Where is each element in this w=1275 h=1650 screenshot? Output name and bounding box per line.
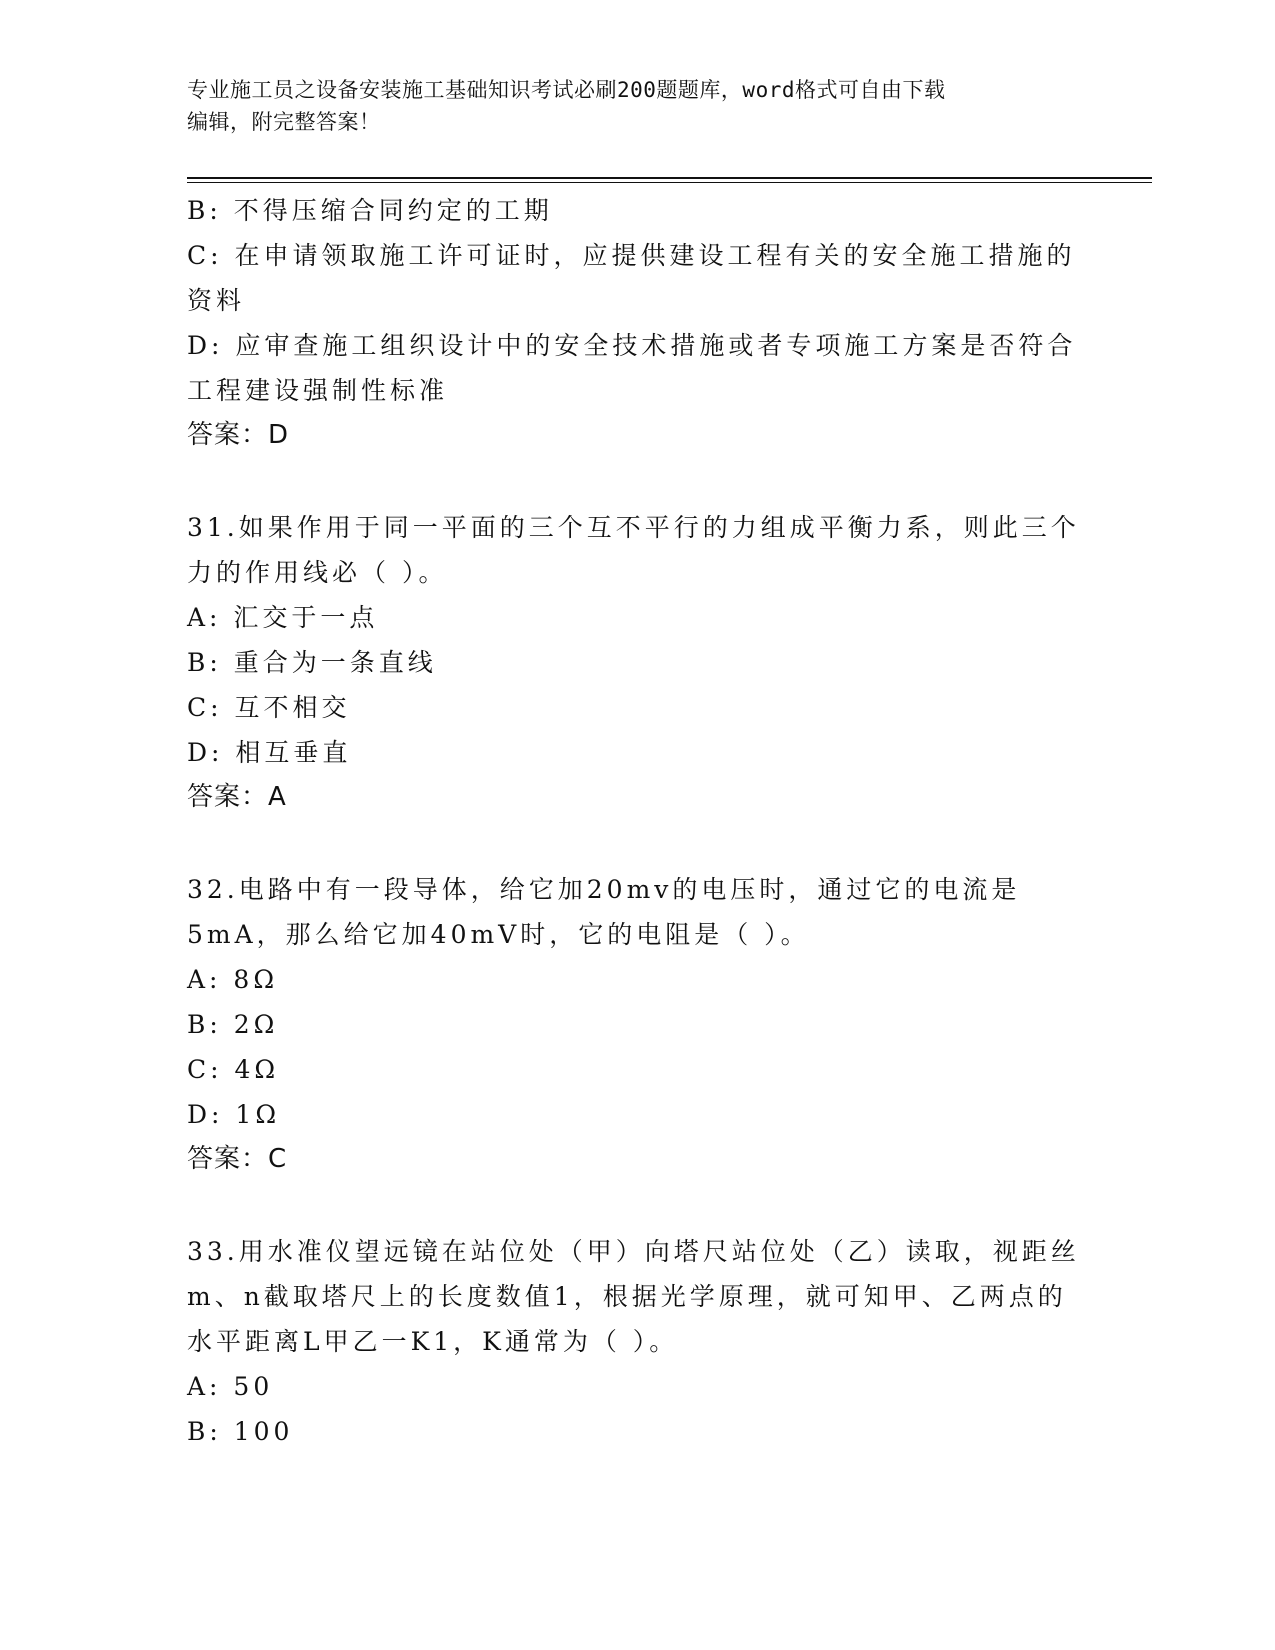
question-32 (187, 867, 1087, 1182)
option-c: C: 4Ω (187, 1055, 280, 1084)
option-a: A: 50 (187, 1372, 274, 1401)
option-b: B: 重合为一条直线 (187, 648, 437, 677)
answer-label: 答案：A (187, 782, 287, 812)
header-divider-thick (187, 177, 1152, 179)
option-d: D: 应审查施工组织设计中的安全技术措施或者专项施工方案是否符合工程建设强制性标准 (187, 331, 1077, 405)
question-33 (187, 1229, 1087, 1454)
answer-label: 答案：C (187, 1144, 288, 1174)
previous-question-block (187, 188, 1087, 458)
option-c: C: 在申请领取施工许可证时，应提供建设工程有关的安全施工措施的资料 (187, 241, 1076, 315)
question-31 (187, 505, 1087, 820)
option-b: B: 2Ω (187, 1010, 279, 1039)
option-c: C: 互不相交 (187, 693, 351, 722)
option-a: A: 汇交于一点 (187, 603, 379, 632)
question-text: 33.用水准仪望远镜在站位处（甲）向塔尺站位处（乙）读取，视距丝m、n截取塔尺上的长度数值1，根据光学原理，就可知甲、乙两点的水平距离L甲乙一K1，K通常为（ ）。 (187, 1237, 1080, 1356)
option-d: D: 1Ω (187, 1100, 281, 1129)
header-title-line-2: 编辑，附完整答案！ (187, 110, 381, 134)
question-text: 32.电路中有一段导体，给它加20mv的电压时，通过它的电流是5mA，那么给它加40mV时，它的电阻是（ ）。 (187, 875, 1021, 949)
document-header (187, 74, 1087, 138)
answer-label: 答案：D (187, 420, 290, 450)
option-b: B: 不得压缩合同约定的工期 (187, 196, 553, 225)
option-b: B: 100 (187, 1417, 294, 1446)
document-content (187, 188, 1087, 1454)
question-text: 31.如果作用于同一平面的三个互不平行的力组成平衡力系，则此三个力的作用线必（ ）。 (187, 513, 1080, 587)
option-d: D: 相互垂直 (187, 738, 352, 767)
header-title-line-1: 专业施工员之设备安装施工基础知识考试必刷200题题库，word格式可自由下载 (187, 78, 946, 102)
option-a: A: 8Ω (187, 965, 279, 994)
header-divider-thin (187, 182, 1152, 183)
